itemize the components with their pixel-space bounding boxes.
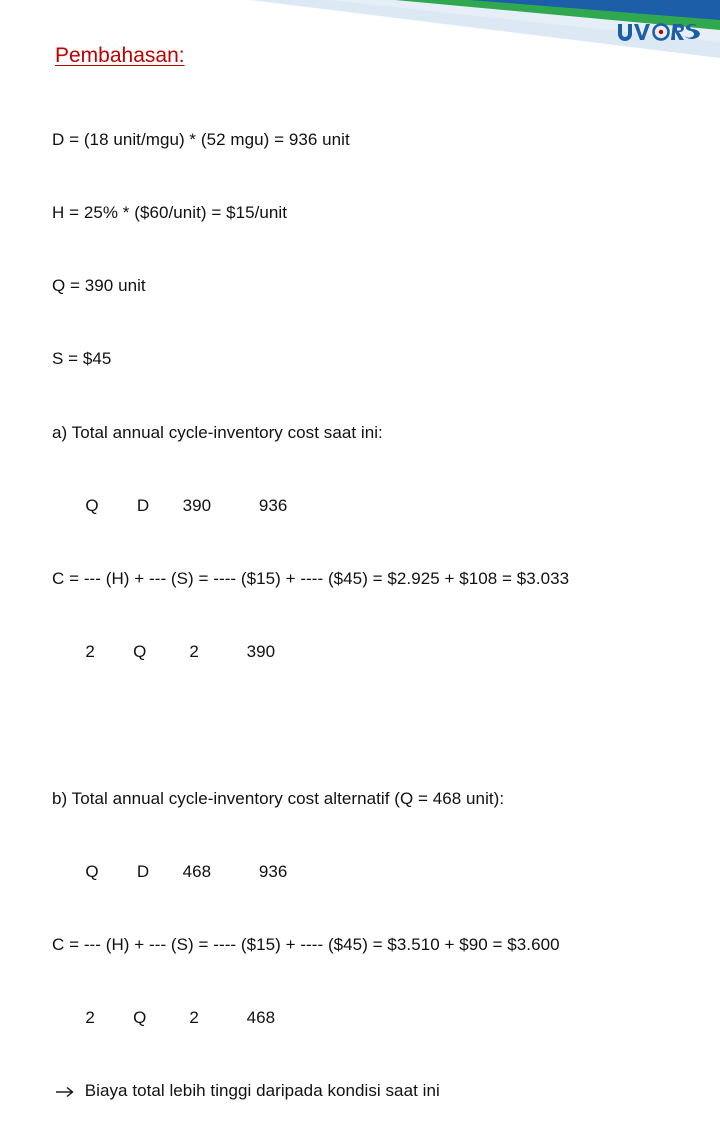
demand-line: D = (18 unit/mgu) * (52 mgu) = 936 unit (52, 129, 350, 149)
conclusion-line (52, 1079, 569, 1103)
part-a-denominators: 2 Q 2 390 (52, 642, 276, 662)
part-a-heading: a) Total annual cycle-inventory cost saat ini: (52, 422, 383, 442)
part-b-denominators: 2 Q 2 468 (52, 1008, 276, 1028)
part-b-heading: b) Total annual cycle-inventory cost alternatif (Q = 468 unit): (52, 788, 505, 808)
part-b-formula: C = --- (H) + --- (S) = ---- ($15) + ---- ($45) = $3.510 + $90 = $3.600 (52, 935, 560, 955)
setup-cost-line: S = $45 (52, 349, 112, 369)
holding-cost-line: H = 25% * ($60/unit) = $15/unit (52, 203, 287, 223)
order-quantity-line: Q = 390 unit (52, 276, 146, 296)
conclusion-text: Biaya total lebih tinggi daripada kondisi saat ini (80, 1081, 440, 1101)
slide-title: Pembahasan: (55, 44, 185, 67)
part-a-numerators: Q D 390 936 (52, 495, 288, 515)
part-b-numerators: Q D 468 936 (52, 861, 288, 881)
arrow-right-icon (52, 1085, 80, 1099)
solution-body (52, 79, 569, 1128)
part-a-formula: C = --- (H) + --- (S) = ---- ($15) + ---- ($45) = $2.925 + $108 = $3.033 (52, 569, 570, 589)
uvers-logo (616, 14, 698, 50)
